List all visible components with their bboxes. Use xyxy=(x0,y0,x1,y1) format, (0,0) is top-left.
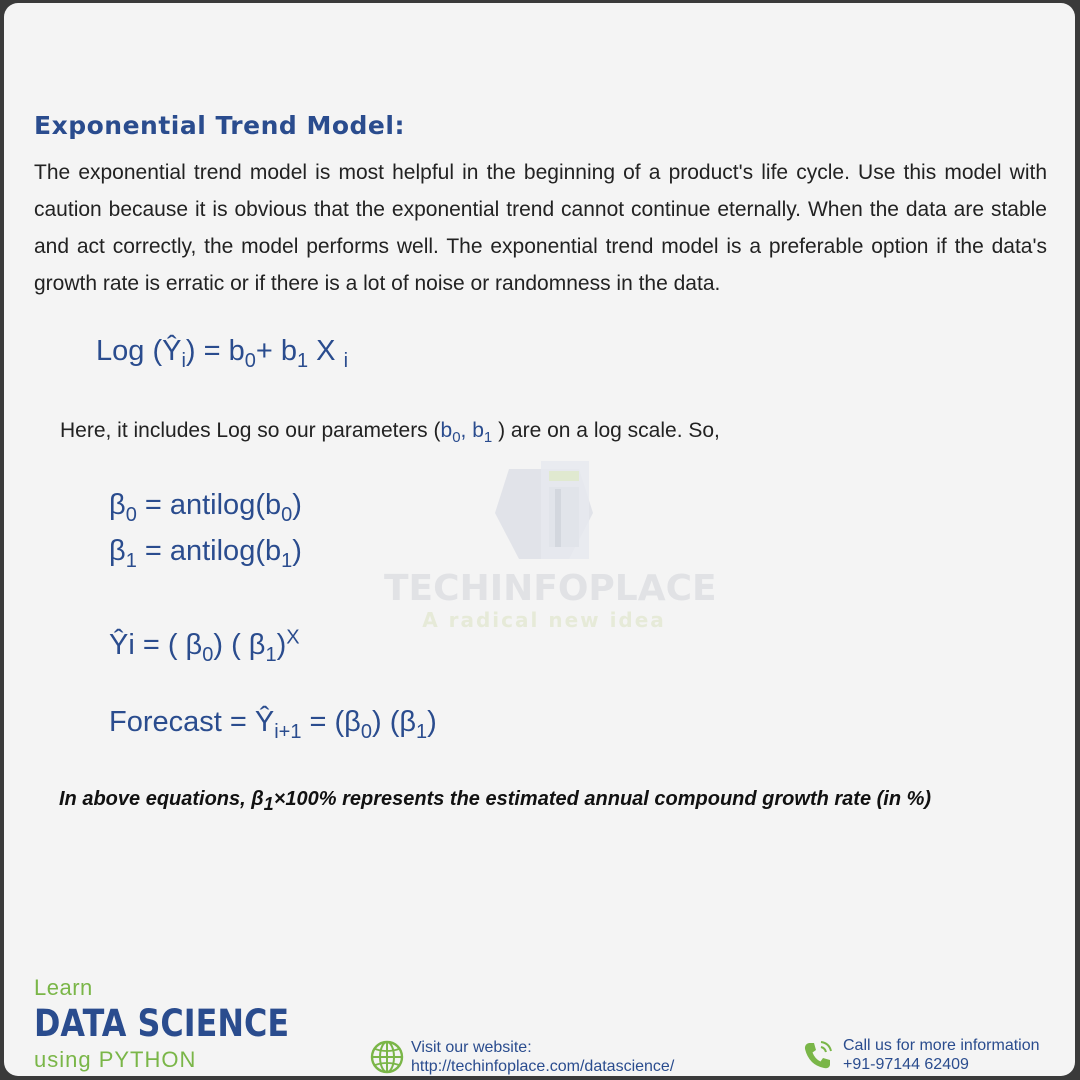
watermark-tagline: A radical new idea xyxy=(422,608,666,632)
phone-number[interactable]: +91-97144 62409 xyxy=(843,1056,969,1073)
brand-subtitle: using PYTHON xyxy=(34,1047,197,1072)
intro-paragraph: The exponential trend model is most helpful in the beginning of a product's life cycle. Use this model with caution because it is obvious that the exponential trend cannot continue eternally. When the data are stable and act correctly, the model performs well. The exponential trend model is a preferable option if the data's growth rate is erratic or if there is a lot of noise or randomness in the data. xyxy=(34,161,1047,295)
content-card xyxy=(4,3,1075,1076)
yi-equation: Ŷi = ( $\beta_0$) ( $\beta_1)^X$ xyxy=(109,626,300,666)
log-scale-note: Here, it includes Log so our parameters ($b_0$, $b_1$ ) are on a log scale. So, xyxy=(60,419,720,447)
watermark-name: TECHINFOPLACE xyxy=(384,568,717,609)
watermark-logo-icon xyxy=(489,461,599,565)
website-url[interactable]: http://techinfoplace.com/datascience/ xyxy=(411,1058,675,1075)
brand-block xyxy=(34,975,331,1073)
globe-icon xyxy=(370,1040,404,1074)
phone-icon xyxy=(800,1037,836,1073)
beta0-equation: $\beta_0$ = $antilog(b_0)$ xyxy=(109,489,302,526)
section-heading: Exponential Trend Model: xyxy=(34,111,405,140)
growth-rate-note: In above equations, $\beta_1\times 100\%$ represents the estimated annual compound growth rate (in %) xyxy=(59,788,932,814)
watermark xyxy=(384,461,717,641)
log-model-equation: Log $(Ŷ_i) = b_0+ b_1$ X $_i$ xyxy=(96,335,349,372)
website-contact[interactable] xyxy=(370,1038,674,1076)
brand-learn: Learn xyxy=(34,975,93,1000)
website-label: Visit our website: xyxy=(411,1039,532,1056)
brand-title: DATA SCIENCE xyxy=(34,1002,290,1045)
forecast-equation: Forecast = $Ŷ_{i+1} = (\beta_0)$ $(\beta_1)$ xyxy=(109,706,437,743)
phone-contact[interactable] xyxy=(800,1036,1040,1074)
call-label: Call us for more information xyxy=(843,1037,1040,1054)
beta1-equation: $\beta_1$ = $antilog(b_1)$ xyxy=(109,535,302,572)
